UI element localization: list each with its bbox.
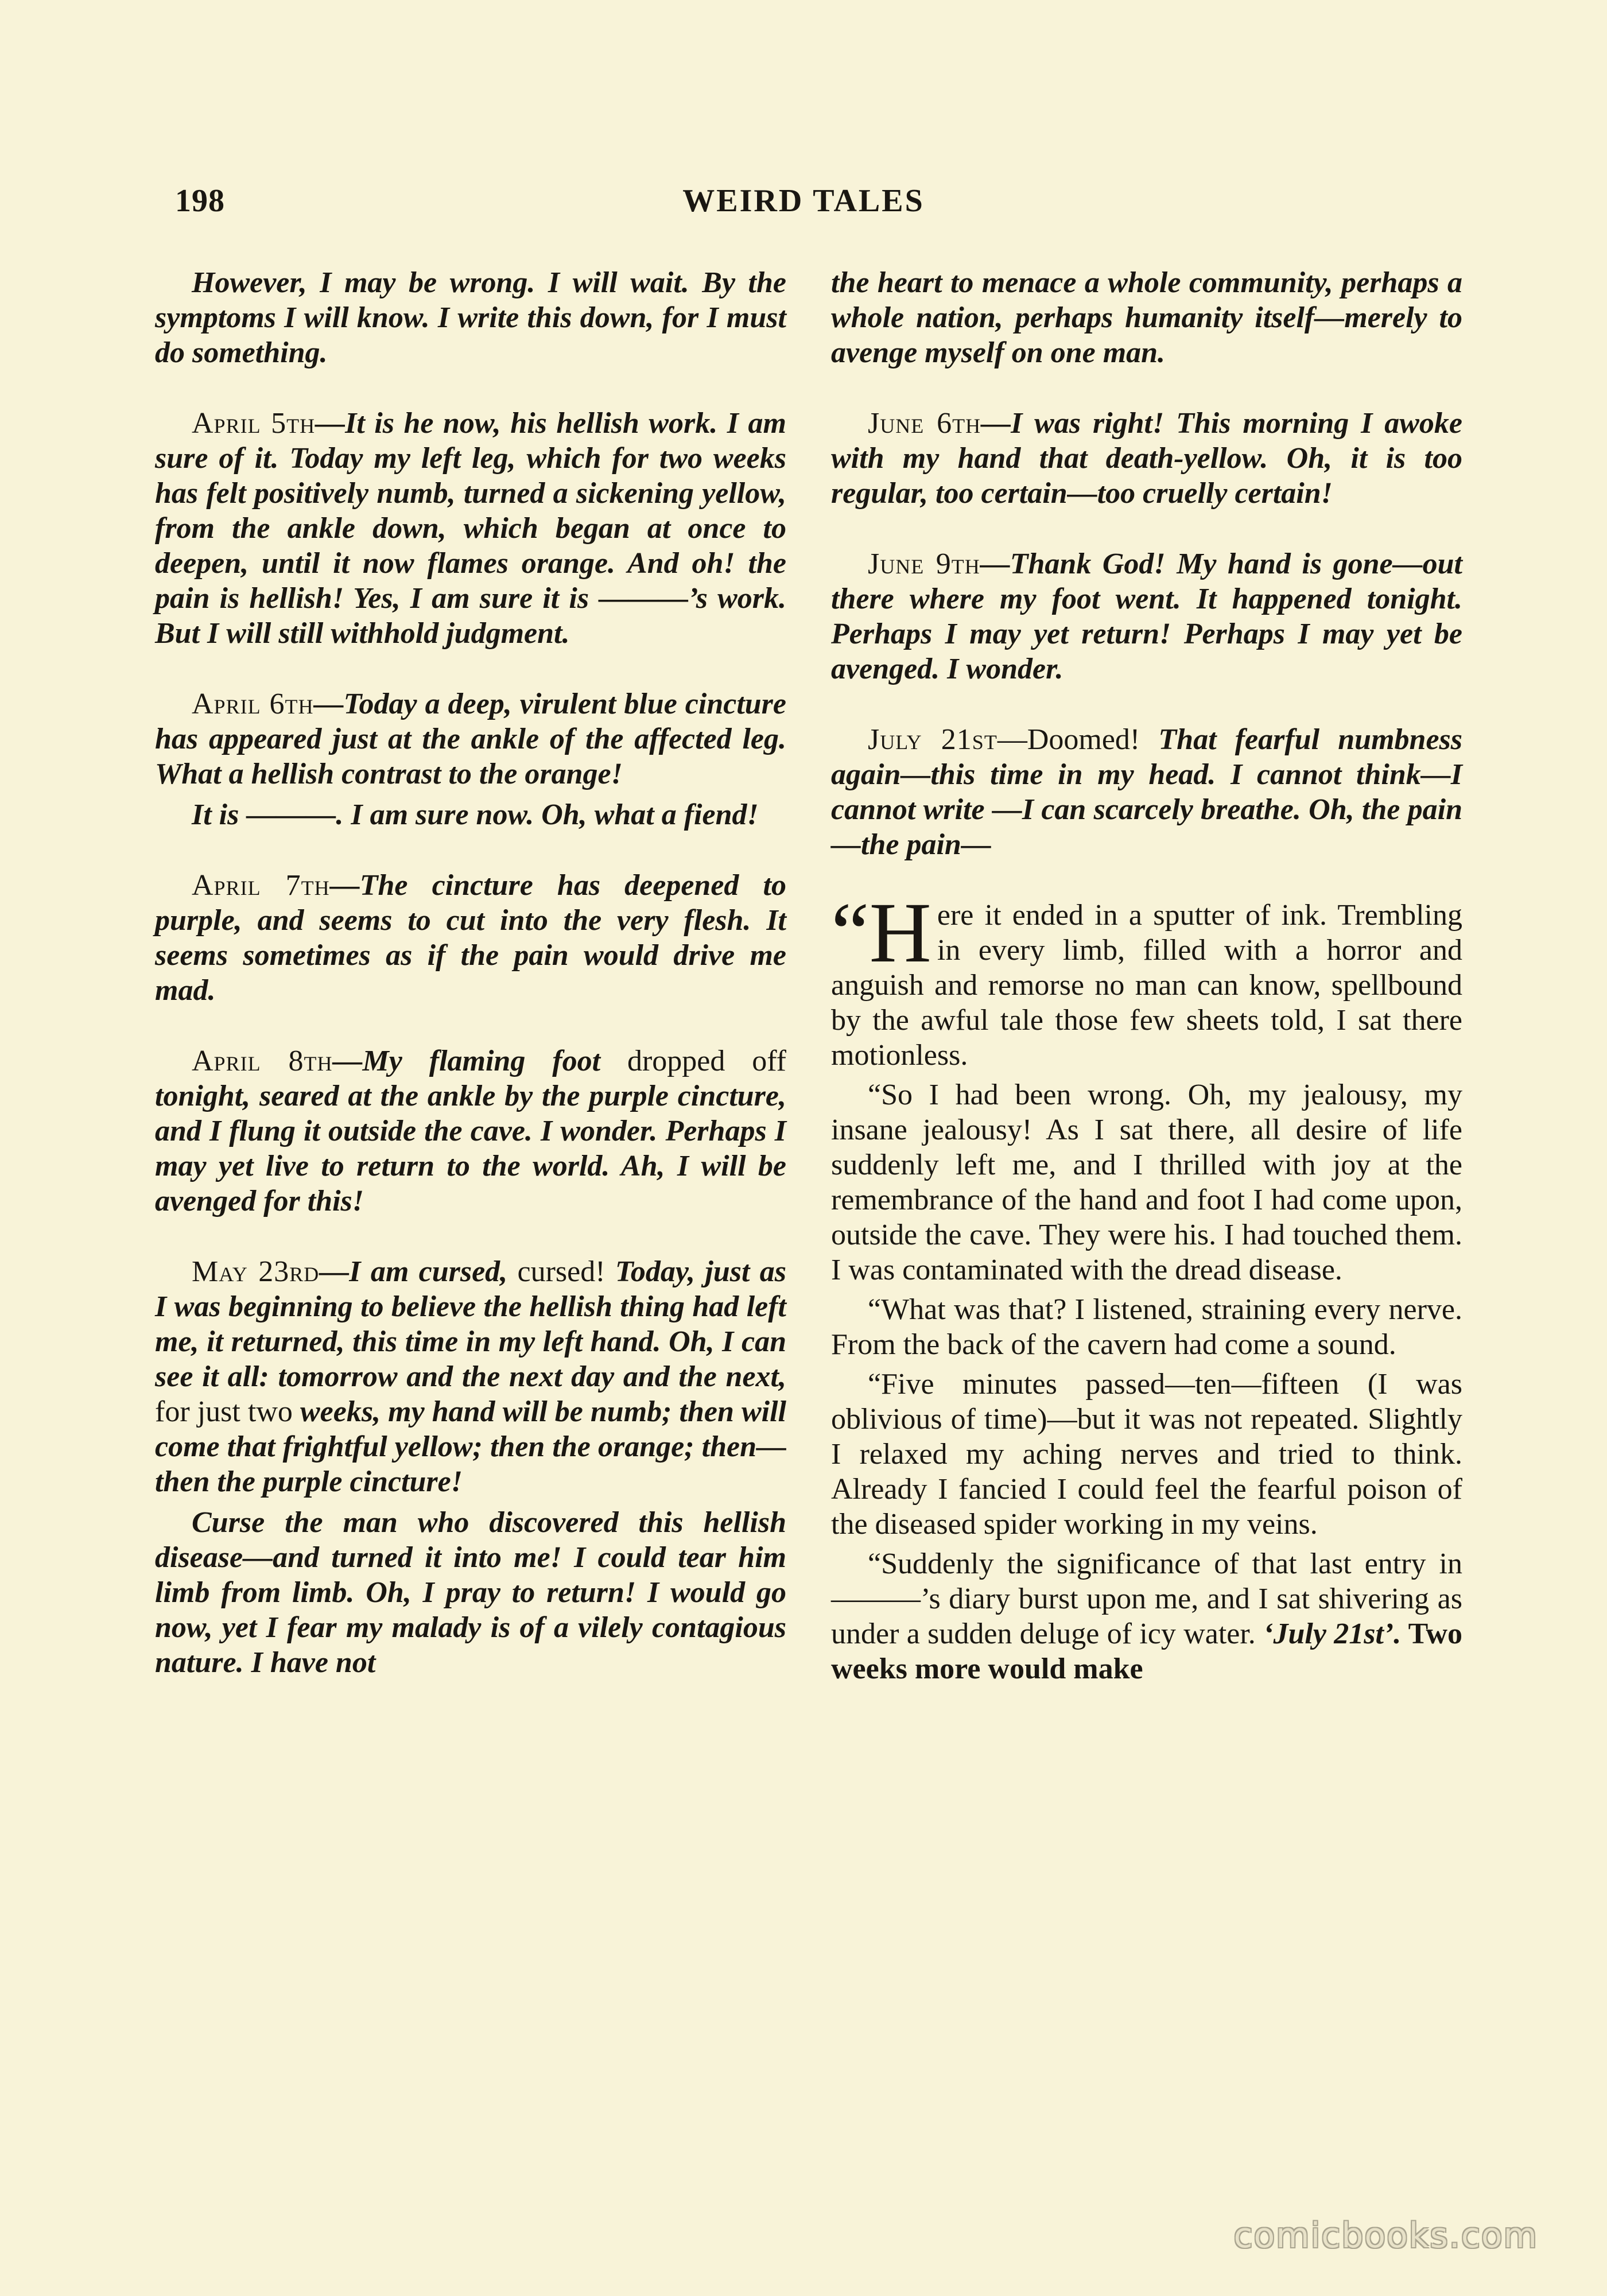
quoted-date: ‘July 21st’. (1263, 1618, 1402, 1650)
entry-july-21 (831, 722, 1462, 862)
entry-text: tonight, seared at the ankle by the purple cincture, and I flung it outside the cave. I wonder. Perhaps I may yet live to return to the world. Ah, I will be avenged for this! (155, 1080, 786, 1217)
magazine-title: WEIRD TALES (682, 183, 925, 219)
page-number: 198 (175, 183, 225, 219)
entry-text: —It is he now, his hellish work. I am sure of it. Today my left leg, which for two weeks has felt positively numb, turned a sickening yellow, from the ankle down, which began at once to deepen, until it now flames orange. And oh! the pain is hellish! Yes, I am sure it is ———’s work. But I will still withhold judgment. (155, 407, 786, 650)
entry-date: April 8th (192, 1045, 333, 1077)
entry-april-7 (155, 868, 786, 1008)
entry-date: April 7th (192, 869, 330, 902)
entry-text-roman: for just two (155, 1395, 300, 1428)
entry-date: June 6th (868, 407, 981, 440)
entry-june-6 (831, 406, 1462, 511)
paragraph-however: However, I may be wrong. I will wait. By the symptoms I will know. I write this down, for I must do something. (155, 266, 786, 369)
paragraph-so: “So I had been wrong. Oh, my jealousy, my insane jealousy! As I sat there, all desire of life suddenly left me, and I thrilled with joy at the remembrance of the hand and foot I had come upon, outside the cave. They were his. I had touched them. I was contaminated with the dread disease. (831, 1079, 1462, 1286)
entry-text: Today, just as I was beginning to believe the hellish thing had left me, it returned, this time in my left hand. Oh, I can see it all: tomorrow and the next day and the next, (155, 1255, 787, 1393)
entry-date: June 9th (868, 548, 980, 580)
entry-text: —Thank God! My hand is gone—out there where my foot went. It happened tonight. Perhaps I may yet return! Perhaps I may yet be avenged. I wonder. (831, 548, 1462, 685)
paragraph-continued: the heart to menace a whole community, perhaps a whole nation, perhaps humanity itself—merely to avenge myself on one man. (831, 266, 1462, 369)
drop-cap-letter: H (869, 885, 931, 980)
paragraph-text: ere it ended in a sputter of ink. Trembling in every limb, filled with a horror and anguish and remorse no man can know, spellbound by the awful tale those few sheets told, I sat there motionless. (831, 899, 1462, 1072)
paragraph-what: “What was that? I listened, straining every nerve. From the back of the cavern had come a sound. (831, 1293, 1462, 1361)
entry-date: May 23rd (192, 1255, 320, 1288)
entry-april-8 (155, 1044, 786, 1219)
entry-text: —The cincture has deepened to purple, and seems to cut into the very flesh. It seems sometimes as if the pain would drive me mad. (155, 869, 786, 1007)
entry-text-roman: dropped off (600, 1045, 786, 1077)
paragraph-suddenly (831, 1546, 1462, 1686)
right-column (831, 265, 1462, 1691)
entry-april-6-continued: It is ———. I am sure now. Oh, what a fiend! (192, 798, 759, 831)
paragraph-here (831, 885, 1462, 1073)
drop-cap-quote: “ (831, 885, 870, 980)
paragraph-curse: Curse the man who discovered this hellish disease—and turned it into me! I could tear him limb from limb. Oh, I pray to return! I would go now, yet I fear my malady is of a vilely contagious nature. I have not (155, 1506, 786, 1679)
running-header (0, 183, 1607, 223)
entry-april-6 (155, 687, 786, 792)
entry-date: July 21st (868, 723, 997, 756)
entry-text: That fearful numbness again—this time in my head. I cannot think—I cannot write —I can scarcely breathe. Oh, the pain—the pain— (831, 723, 1462, 861)
entry-text-roman: cursed! (517, 1255, 615, 1288)
entry-text: —My flaming foot (332, 1045, 601, 1077)
watermark: comicbooks.com (1233, 2216, 1538, 2256)
entry-text-roman: —Doomed! (997, 723, 1159, 756)
entry-text: —Today a deep, virulent blue cincture has appeared just at the ankle of the affected leg. What a hellish contrast to the orange! (155, 688, 787, 790)
paragraph-text: “Suddenly the significance of that last entry in ———’s diary burst upon me, and I sat shivering as under a sudden deluge of icy water. (831, 1548, 1462, 1650)
paragraph-text: Two weeks more would make (831, 1618, 1462, 1685)
entry-april-5 (155, 406, 786, 651)
entry-may-23 (155, 1254, 786, 1499)
entry-text: weeks, my hand will be numb; then will come that frightful yellow; then the orange; then—then the purple cincture! (155, 1395, 786, 1498)
left-column (155, 265, 786, 1680)
entry-text: —I was right! This morning I awoke with my hand that death-yellow. Oh, it is too regular, too certain—too cruelly certain! (831, 407, 1463, 510)
entry-text: —I am cursed, (319, 1255, 518, 1288)
entry-date: April 6th (192, 688, 314, 720)
entry-june-9 (831, 546, 1462, 687)
drop-cap (831, 885, 931, 980)
paragraph-five-minutes: “Five minutes passed—ten—fifteen (I was oblivious of time)—but it was not repeated. Slightly I relaxed my aching nerves and tried to think. Already I fancied I could feel the fearful poison of the diseased spider working in my veins. (831, 1368, 1462, 1541)
entry-date: April 5th (192, 407, 316, 440)
